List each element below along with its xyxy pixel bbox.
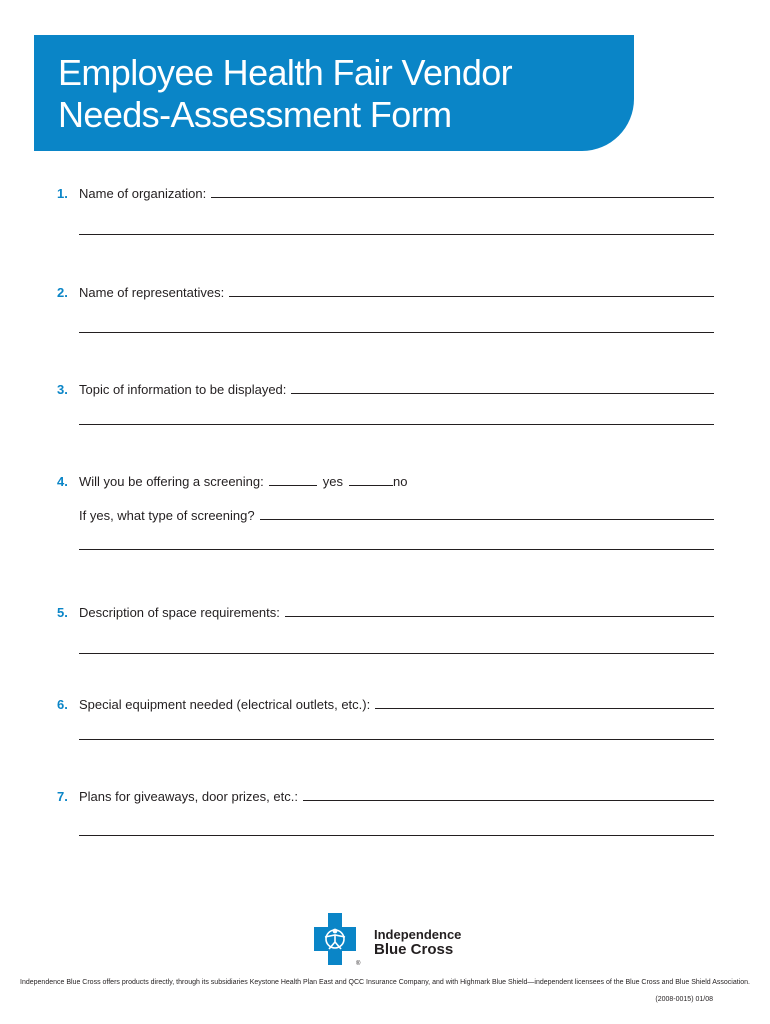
question-number: 4. [57,474,68,489]
question-3 [57,382,714,397]
question-label: Name of representatives: [79,285,225,300]
answer-line[interactable] [79,234,714,235]
logo-line-1: Independence [374,927,462,942]
question-number: 6. [57,697,68,712]
registered-mark: ® [356,961,361,967]
yes-blank[interactable] [269,484,317,486]
form-title-line-2: Needs-Assessment Form [58,94,452,135]
answer-line[interactable] [79,653,714,654]
question-4-followup [79,508,714,523]
footer-disclaimer: Independence Blue Cross offers products directly, through its subsidiaries Keystone Health Plan East and QCC Insurance Company, and with Highmark Blue Shield—independent licensees of the Blue Cross and Blue Shield Association. [20,979,750,986]
answer-line[interactable] [79,739,714,740]
answer-line[interactable] [79,835,714,836]
question-6 [57,697,714,712]
yes-option-label: yes [322,474,343,489]
question-4 [57,474,714,489]
question-number: 5. [57,605,68,620]
question-label: Plans for giveaways, door prizes, etc.: [79,789,298,804]
blue-cross-person-icon [314,913,356,965]
answer-line[interactable] [285,615,714,617]
independence-blue-cross-logo [314,913,484,971]
question-label: Topic of information to be displayed: [79,382,287,397]
answer-line[interactable] [303,799,714,801]
question-2 [57,285,714,300]
no-option-label: no [392,474,408,489]
question-7 [57,789,714,804]
question-label: Name of organization: [79,186,207,201]
question-label: Will you be offering a screening: [79,474,264,489]
answer-line[interactable] [79,549,714,550]
question-1 [57,186,714,201]
question-number: 2. [57,285,68,300]
form-code: (2008-0015) 01/08 [655,996,713,1003]
no-blank[interactable] [349,484,393,486]
answer-line[interactable] [79,332,714,333]
question-number: 7. [57,789,68,804]
answer-line[interactable] [229,295,714,297]
question-5 [57,605,714,620]
question-number: 3. [57,382,68,397]
logo-line-2: Blue Cross [374,941,454,958]
question-label: Description of space requirements: [79,605,280,620]
answer-line[interactable] [291,392,714,394]
form-header-banner [34,35,634,151]
answer-line[interactable] [79,424,714,425]
followup-label: If yes, what type of screening? [79,508,255,523]
question-number: 1. [57,186,68,201]
answer-line[interactable] [375,707,714,709]
question-label: Special equipment needed (electrical outlets, etc.): [79,697,371,712]
answer-line[interactable] [211,196,714,198]
answer-line[interactable] [260,518,714,520]
form-title-line-1: Employee Health Fair Vendor [58,52,513,93]
